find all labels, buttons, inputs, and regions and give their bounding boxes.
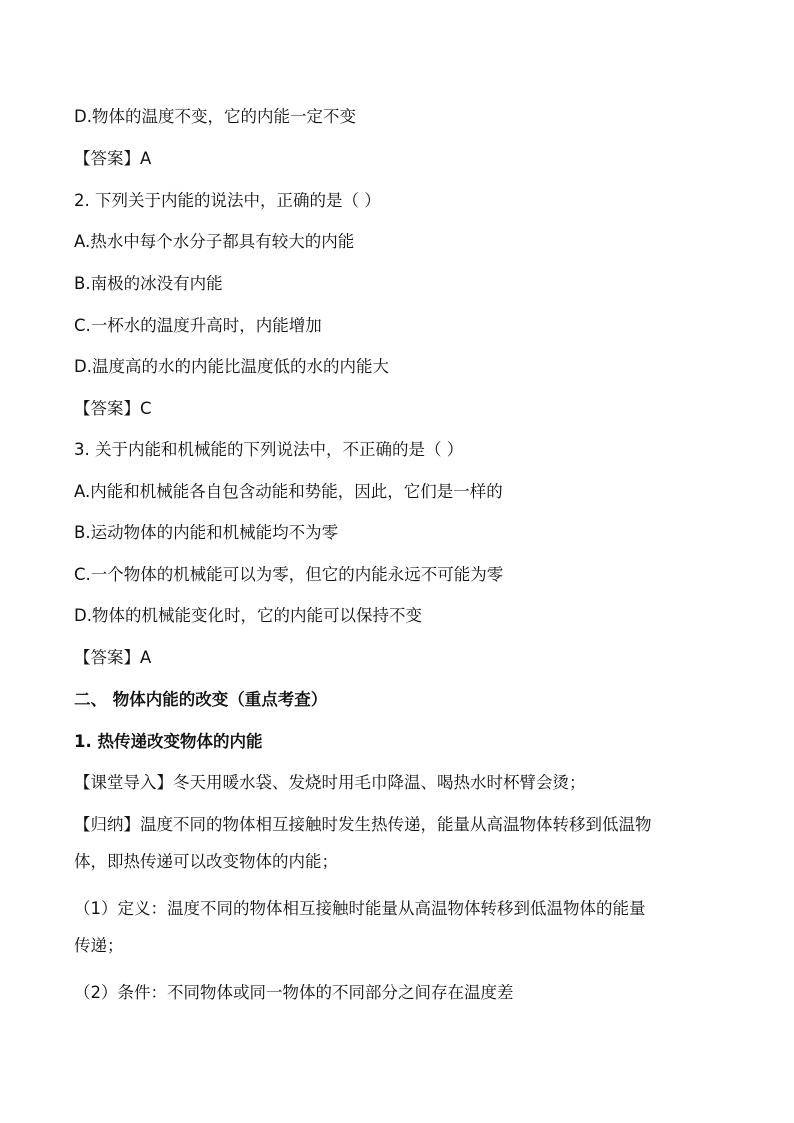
question-2: 2. 下列关于内能的说法中，正确的是（ ）: [74, 191, 381, 210]
answer-q2: 【答案】C: [74, 399, 152, 418]
class-intro-paragraph: 【课堂导入】冬天用暖水袋、发烧时用毛巾降温、喝热水时杯臂会烫；: [74, 773, 586, 792]
summary-line-1: 【归纳】温度不同的物体相互接触时发生热传递，能量从高温物体转移到低温物: [74, 815, 652, 834]
answer-q1: 【答案】A: [74, 149, 152, 168]
option-a-q2: A.热水中每个水分子都具有较大的内能: [74, 232, 355, 251]
condition-line: （2）条件：不同物体或同一物体的不同部分之间存在温度差: [74, 983, 514, 1002]
summary-line-2: 体，即热传递可以改变物体的内能；: [74, 852, 338, 871]
definition-line-2: 传递；: [74, 936, 124, 955]
option-b-q2: B.南极的冰没有内能: [74, 274, 223, 293]
option-c-q3: C.一个物体的机械能可以为零，但它的内能永远不可能为零: [74, 565, 504, 584]
section-heading: 二、 物体内能的改变（重点考查）: [74, 690, 328, 709]
question-3: 3. 关于内能和机械能的下列说法中，不正确的是（ ）: [74, 440, 464, 459]
option-d-q2: D.温度高的水的内能比温度低的水的内能大: [74, 357, 389, 376]
definition-line-1: （1）定义：温度不同的物体相互接触时能量从高温物体转移到低温物体的能量: [74, 899, 646, 918]
subsection-heading: 1. 热传递改变物体的内能: [74, 732, 263, 751]
option-d-q1: D.物体的温度不变，它的内能一定不变: [74, 107, 356, 126]
option-d-q3: D.物体的机械能变化时，它的内能可以保持不变: [74, 606, 422, 625]
option-b-q3: B.运动物体的内能和机械能均不为零: [74, 523, 339, 542]
option-c-q2: C.一杯水的温度升高时，内能增加: [74, 316, 322, 335]
option-a-q3: A.内能和机械能各自包含动能和势能，因此，它们是一样的: [74, 482, 503, 501]
answer-q3: 【答案】A: [74, 648, 152, 667]
